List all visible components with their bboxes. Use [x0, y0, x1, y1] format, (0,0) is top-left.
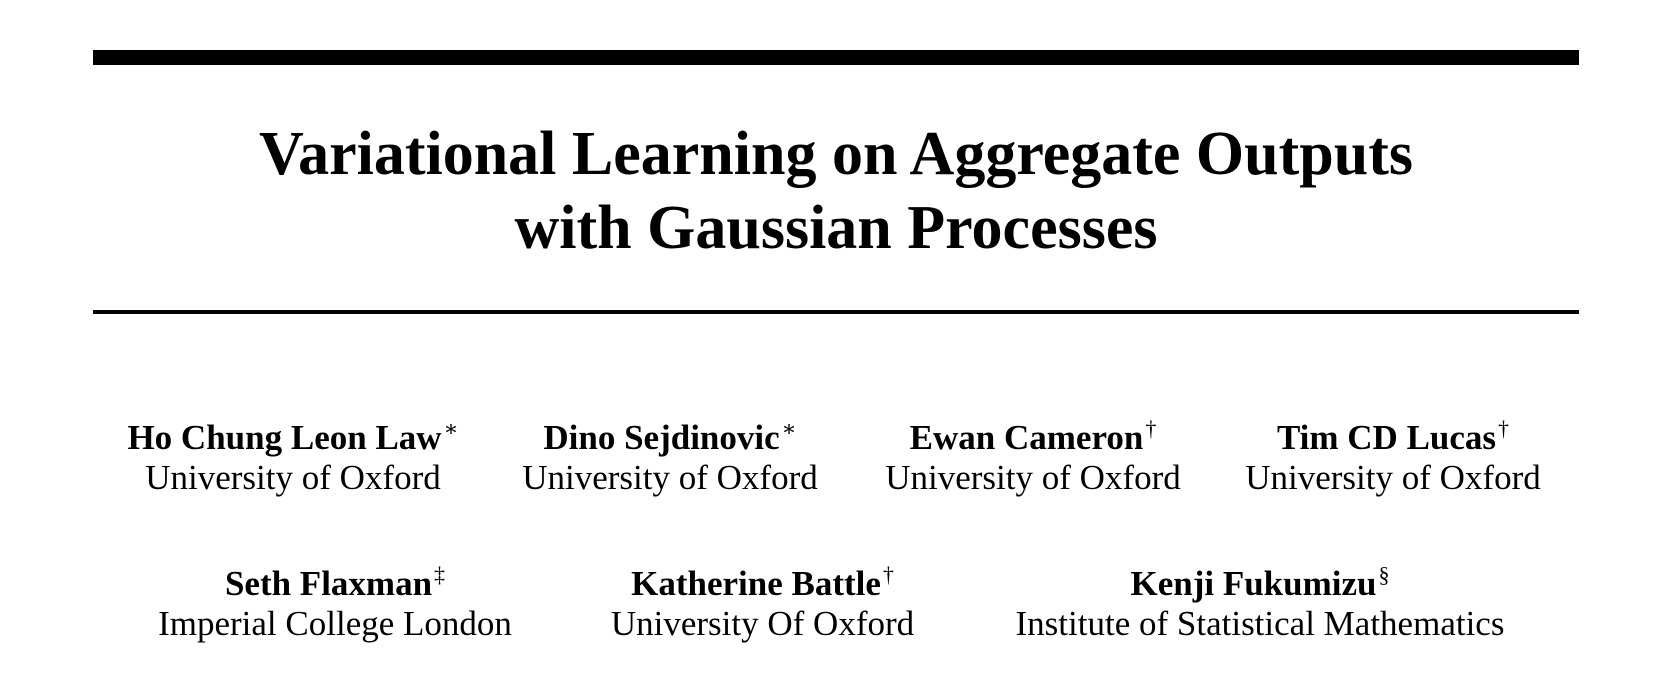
paper-title — [93, 117, 1579, 265]
author-name: Kenji Fukumizu§ — [1130, 562, 1390, 603]
author-block — [590, 564, 935, 644]
author-block — [1228, 418, 1558, 498]
author-mark: ‡ — [434, 562, 446, 588]
title-line-2: with Gaussian Processes — [514, 194, 1158, 262]
author-mark: ∗ — [443, 416, 459, 442]
author-mark: † — [1498, 416, 1510, 442]
author-name: Seth Flaxman‡ — [224, 562, 446, 603]
author-affiliation: University of Oxford — [522, 458, 818, 497]
author-affiliation: University of Oxford — [885, 458, 1181, 497]
author-name: Dino Sejdinovic∗ — [543, 416, 797, 457]
author-name: Tim CD Lucas† — [1276, 416, 1510, 457]
author-block — [505, 418, 835, 498]
author-affiliation: University of Oxford — [145, 458, 441, 497]
author-block — [990, 564, 1530, 644]
author-affiliation: University Of Oxford — [610, 604, 915, 643]
author-mark: † — [882, 562, 894, 588]
author-name: Katherine Battle† — [631, 562, 894, 603]
top-rule — [93, 50, 1579, 65]
author-block — [868, 418, 1198, 498]
author-name: Ewan Cameron† — [909, 416, 1157, 457]
author-mark: † — [1145, 416, 1157, 442]
title-line-1: Variational Learning on Aggregate Outputs — [259, 120, 1413, 188]
author-name: Ho Chung Leon Law∗ — [127, 416, 459, 457]
author-affiliation: Imperial College London — [158, 604, 512, 643]
author-block — [140, 564, 530, 644]
bottom-rule — [93, 310, 1579, 314]
author-block — [118, 418, 468, 498]
author-affiliation: Institute of Statistical Mathematics — [1015, 604, 1505, 643]
author-affiliation: University of Oxford — [1245, 458, 1541, 497]
author-mark: ∗ — [781, 416, 797, 442]
author-mark: § — [1378, 562, 1390, 588]
